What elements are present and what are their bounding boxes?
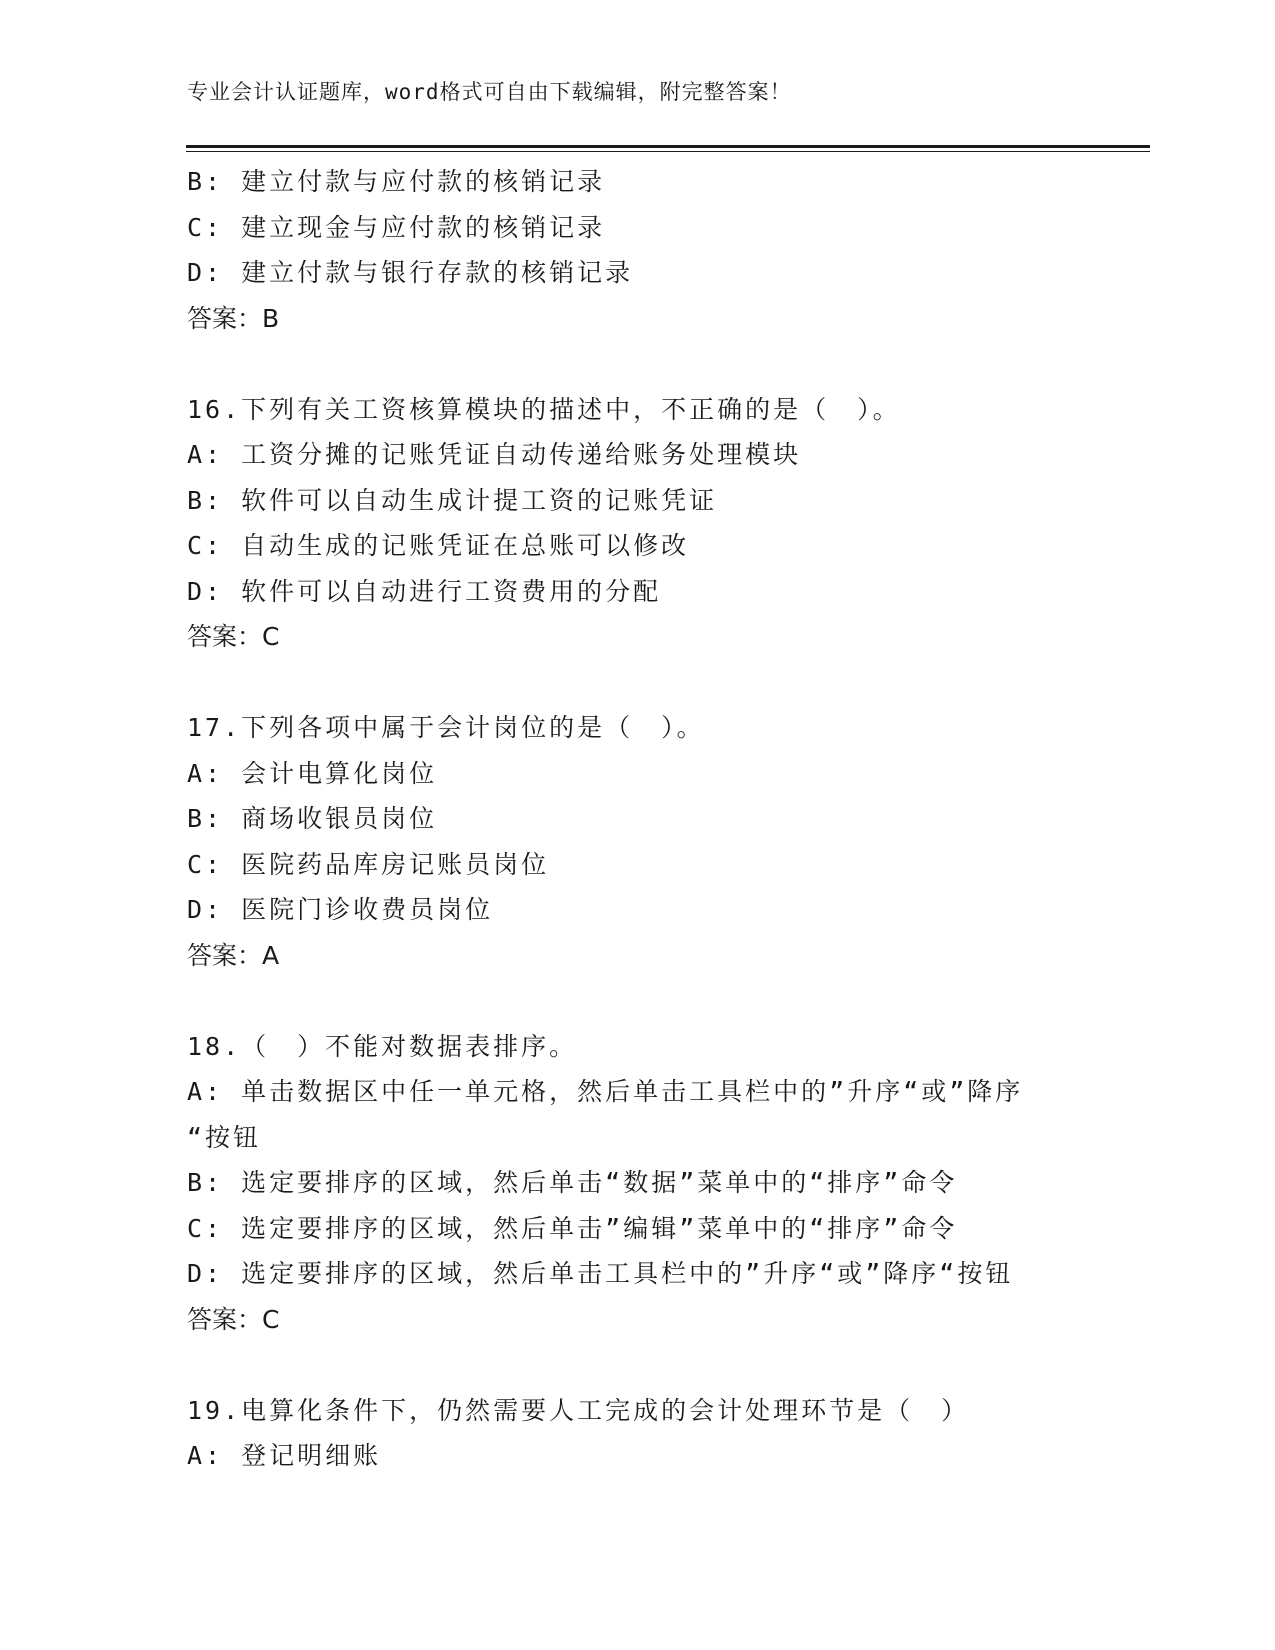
option-a: A: 单击数据区中任一单元格，然后单击工具栏中的”升序“或”降序 [187, 1077, 1024, 1106]
header-divider-thick [186, 145, 1150, 148]
question-stem: 19.电算化条件下，仍然需要人工完成的会计处理环节是（ ） [187, 1395, 970, 1425]
question-stem: 18.（ ）不能对数据表排序。 [187, 1031, 578, 1061]
question-block [187, 1024, 1087, 1343]
option-a: A: 会计电算化岗位 [187, 758, 438, 788]
option-d: D: 软件可以自动进行工资费用的分配 [187, 576, 662, 606]
option-c: C: 医院药品库房记账员岗位 [187, 849, 550, 879]
spacer [187, 1342, 1087, 1388]
option-d: D: 建立付款与银行存款的核销记录 [187, 258, 634, 287]
question-block [187, 705, 1087, 978]
answer-line: 答案：B [187, 303, 280, 333]
option-c: C: 选定要排序的区域，然后单击”编辑”菜单中的“排序”命令 [187, 1213, 958, 1243]
question-list [187, 159, 1087, 1479]
option-a-continuation: “按钮 [187, 1122, 262, 1152]
option-b: B: 选定要排序的区域，然后单击“数据”菜单中的“排序”命令 [187, 1168, 958, 1197]
question-block [187, 1388, 1087, 1479]
spacer [187, 341, 1087, 387]
option-b: B: 建立付款与应付款的核销记录 [187, 167, 606, 196]
answer-line: 答案：A [187, 940, 280, 970]
option-c: C: 自动生成的记账凭证在总账可以修改 [187, 531, 690, 560]
option-d: D: 选定要排序的区域，然后单击工具栏中的”升序“或”降序“按钮 [187, 1259, 1014, 1288]
spacer [187, 660, 1087, 706]
option-b: B: 软件可以自动生成计提工资的记账凭证 [187, 485, 718, 515]
question-stem: 17.下列各项中属于会计岗位的是（ ）。 [187, 713, 705, 742]
page-header: 专业会计认证题库，word格式可自由下载编辑，附完整答案！ [187, 80, 792, 104]
option-a: A: 工资分摊的记账凭证自动传递给账务处理模块 [187, 440, 802, 469]
option-c: C: 建立现金与应付款的核销记录 [187, 212, 606, 242]
question-block [187, 159, 1087, 341]
header-divider-thin [186, 151, 1150, 152]
option-d: D: 医院门诊收费员岗位 [187, 895, 494, 924]
option-a: A: 登记明细账 [187, 1441, 382, 1470]
option-b: B: 商场收银员岗位 [187, 804, 438, 833]
spacer [187, 978, 1087, 1024]
answer-line: 答案：C [187, 622, 280, 651]
question-block [187, 387, 1087, 660]
answer-line: 答案：C [187, 1304, 280, 1334]
question-stem: 16.下列有关工资核算模块的描述中，不正确的是（ ）。 [187, 394, 901, 424]
